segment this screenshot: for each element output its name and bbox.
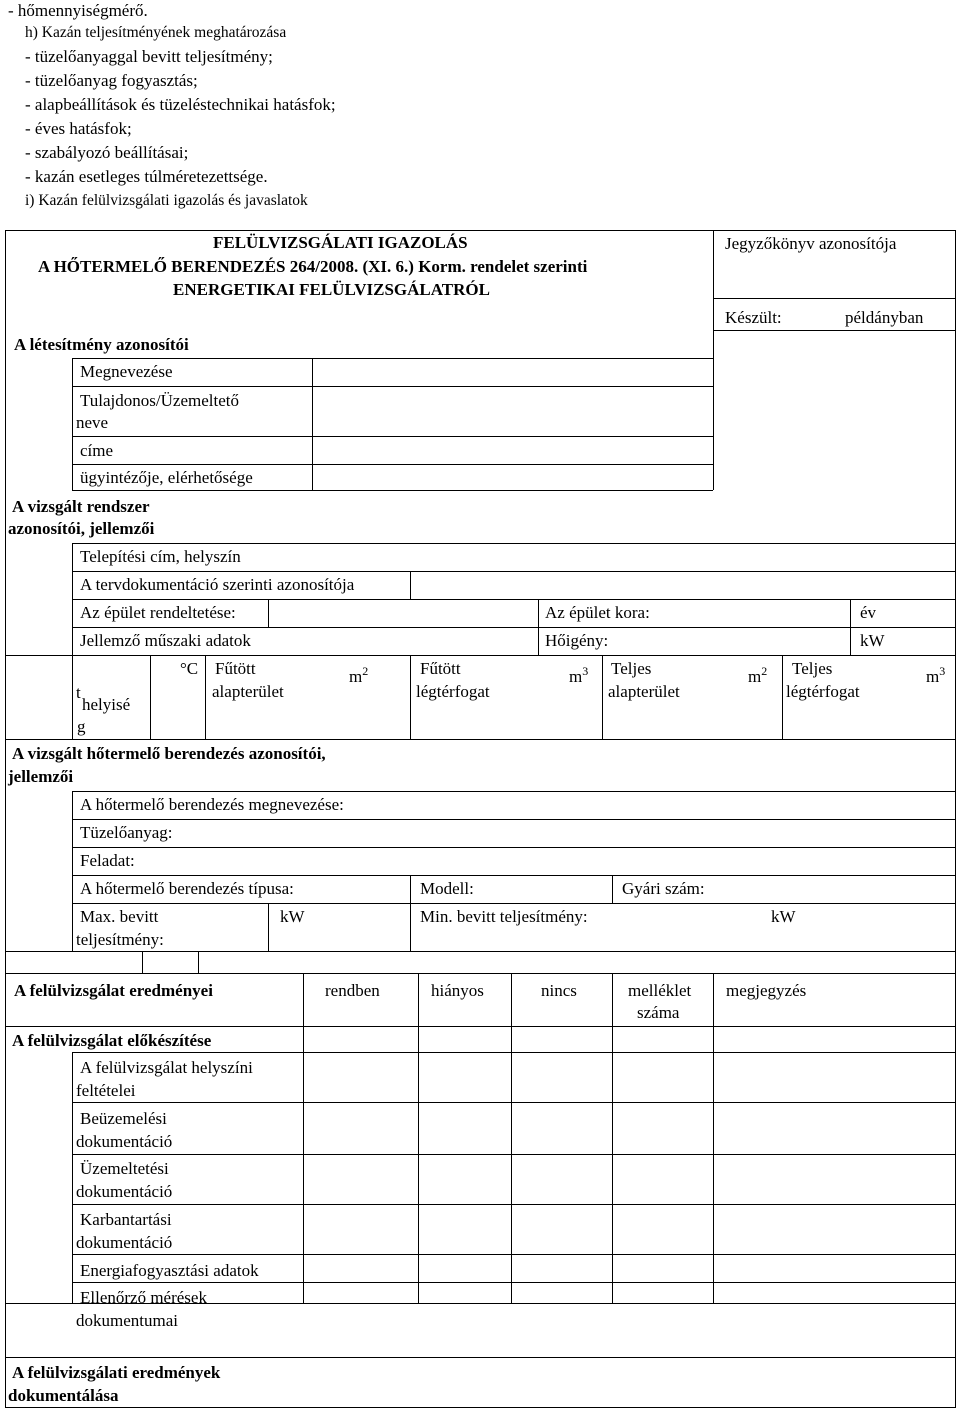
col-attachment: melléklet [628, 981, 692, 1000]
prep-item-2: dokumentáció [76, 1233, 173, 1252]
t-subscript-2: g [77, 717, 86, 736]
record-id-label: Jegyzőkönyv azonosítója [725, 234, 897, 253]
t-subscript: helyisé [82, 695, 131, 714]
heated-area-label: Fűtött [215, 659, 256, 678]
col-ok: rendben [325, 981, 380, 1000]
results-heading: A felülvizsgálat eredményei [14, 981, 213, 1000]
cbm-unit: $m^3$ [569, 664, 589, 686]
prep-item-2: feltételei [76, 1081, 136, 1100]
prep-item: Energiafogyasztási adatok [80, 1261, 259, 1280]
form-subtitle: A HŐTERMELŐ BERENDEZÉS 264/2008. (XI. 6.) Korm. rendelet szerinti [38, 257, 588, 276]
prep-item: Karbantartási [80, 1210, 172, 1229]
prep-item: A felülvizsgálat helyszíni [80, 1058, 253, 1077]
min-kw-unit: kW [771, 907, 796, 926]
prep-item-2: dokumentáció [76, 1182, 173, 1201]
install-label: Telepítési cím, helyszín [80, 547, 241, 566]
facility-heading: A létesítmény azonosítói [14, 335, 189, 354]
copies-label: példányban [845, 308, 924, 327]
serial-label: Gyári szám: [622, 879, 705, 898]
prep-item-2: dokumentáció [76, 1132, 173, 1151]
docs-heading: A felülvizsgálati eredmények [12, 1363, 221, 1382]
generator-heading-2: jellemzői [8, 767, 74, 786]
intro-line: h) Kazán teljesítményének meghatározása [25, 24, 287, 41]
owner-label: Tulajdonos/Üzemeltető [80, 391, 239, 410]
prep-item: Ellenőrző mérések [80, 1288, 207, 1307]
contact-label: ügyintézője, elérhetősége [80, 468, 253, 487]
generator-name-label: A hőtermelő berendezés megnevezése: [80, 795, 344, 814]
fuel-label: Tüzelőanyag: [80, 823, 173, 842]
task-label: Feladat: [80, 851, 135, 870]
intro-line: - szabályozó beállításai; [25, 143, 189, 162]
prep-item: Beüzemelési [80, 1109, 167, 1128]
heated-volume-label-2: légtérfogat [416, 682, 490, 701]
generator-heading: A vizsgált hőtermelő berendezés azonosítói, [12, 744, 326, 763]
col-incomplete: hiányos [431, 981, 484, 1000]
max-power-label: Max. bevitt [80, 907, 159, 926]
col-none: nincs [541, 981, 577, 1000]
intro-line: - tüzelőanyaggal bevitt teljesítmény; [25, 47, 273, 66]
total-cbm-unit: $m^3$ [926, 664, 946, 686]
heated-area-label-2: alapterület [212, 682, 284, 701]
form-title: FELÜLVIZSGÁLATI IGAZOLÁS [213, 233, 468, 252]
intro-line: - éves hatásfok; [25, 119, 132, 138]
age-label: Az épület kora: [545, 603, 650, 622]
plan-id-label: A tervdokumentáció szerinti azonosítója [80, 575, 355, 594]
min-power-label: Min. bevitt teljesítmény: [420, 907, 588, 926]
intro-line: - kazán esetleges túlméretezettsége. [25, 167, 268, 186]
prep-heading: A felülvizsgálat előkészítése [12, 1031, 212, 1050]
heat-demand-label: Hőigény: [545, 631, 609, 650]
col-remark: megjegyzés [726, 981, 807, 1000]
max-kw-unit: kW [280, 907, 305, 926]
intro-line: - hőmennyiségmérő. [8, 1, 148, 20]
total-volume-label-2: légtérfogat [786, 682, 860, 701]
sqm-unit: $m^2$ [349, 664, 369, 686]
year-unit: év [860, 603, 877, 622]
kw-unit: kW [860, 631, 885, 650]
tech-data-label: Jellemző műszaki adatok [80, 631, 251, 650]
celsius-unit: °C [180, 659, 199, 678]
max-power-label-2: teljesítmény: [76, 930, 164, 949]
intro-line: i) Kazán felülvizsgálati igazolás és javaslatok [25, 192, 308, 209]
system-heading: A vizsgált rendszer [12, 497, 150, 516]
docs-heading-2: dokumentálása [8, 1386, 119, 1405]
model-label: Modell: [420, 879, 474, 898]
system-heading-2: azonosítói, jellemzői [8, 519, 155, 538]
owner-name-label: neve [76, 413, 109, 432]
intro-line: - tüzelőanyag fogyasztás; [25, 71, 198, 90]
prep-item-2: dokumentumai [76, 1311, 178, 1330]
t-label: t [76, 683, 81, 702]
intro-line: - alapbeállítások és tüzeléstechnikai hatásfok; [25, 95, 336, 114]
prep-item: Üzemeltetési [80, 1159, 169, 1178]
purpose-label: Az épület rendeltetése: [80, 603, 236, 622]
total-volume-label: Teljes [792, 659, 833, 678]
address-label: címe [80, 441, 114, 460]
heated-volume-label: Fűtött [420, 659, 461, 678]
total-area-label-2: alapterület [608, 682, 680, 701]
total-area-label: Teljes [611, 659, 652, 678]
form-subtitle-2: ENERGETIKAI FELÜLVIZSGÁLATRÓL [173, 280, 490, 299]
col-attachment-2: száma [637, 1003, 680, 1022]
made-label: Készült: [725, 308, 782, 327]
facility-name-label: Megnevezése [80, 362, 173, 381]
total-sqm-unit: $m^2$ [748, 664, 768, 686]
type-label: A hőtermelő berendezés típusa: [80, 879, 294, 898]
